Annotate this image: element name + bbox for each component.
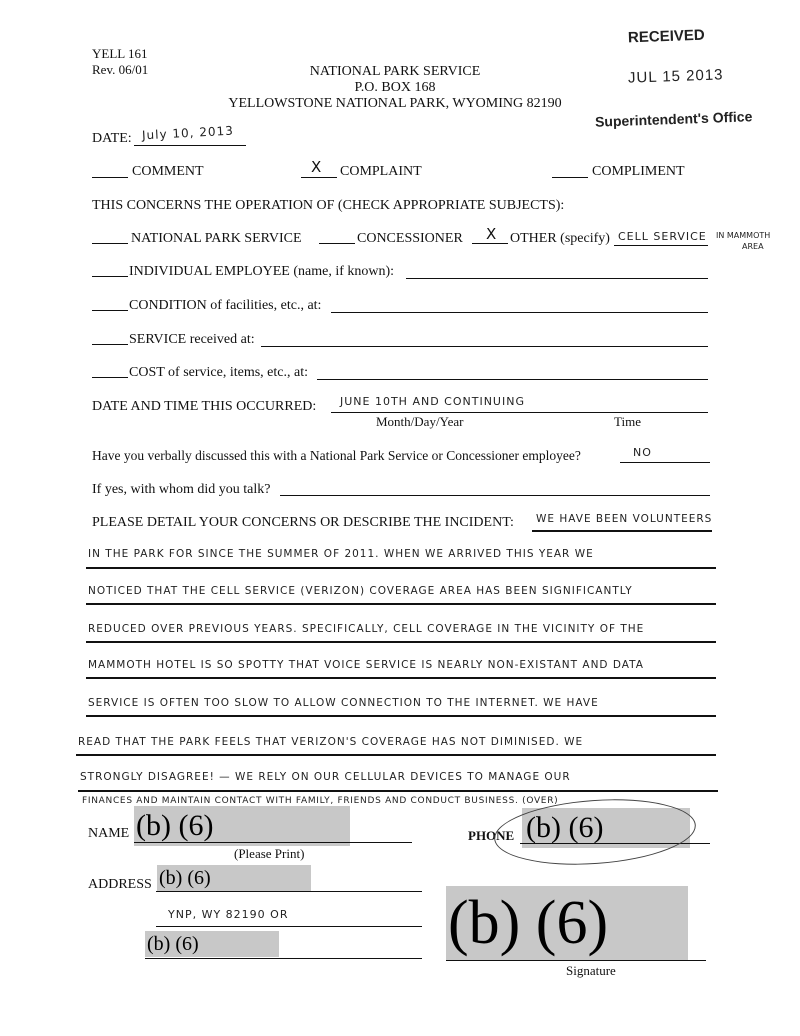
form-revision: Rev. 06/01	[92, 62, 149, 77]
employee-check-line[interactable]	[92, 276, 128, 277]
signature-field[interactable]	[446, 960, 706, 961]
address-field-3[interactable]	[145, 958, 422, 959]
received-stamp-office: Superintendent's Office	[594, 108, 753, 130]
received-stamp-title: RECEIVED	[627, 26, 705, 47]
compliment-check-line[interactable]	[552, 177, 588, 178]
whom-field[interactable]	[280, 495, 710, 496]
date-label: DATE:	[92, 131, 132, 146]
incident-rule-3	[86, 641, 716, 643]
incident-line-6: READ THAT THE PARK FEELS THAT VERIZON'S COVERAGE HAS NOT DIMINISED. WE	[78, 736, 584, 748]
incident-rule-0	[532, 530, 712, 532]
form-id: YELL 161	[92, 46, 148, 61]
employee-label: INDIVIDUAL EMPLOYEE (name, if known):	[129, 264, 395, 279]
name-field[interactable]	[134, 842, 412, 843]
signature-caption: Signature	[566, 963, 616, 978]
incident-rule-6	[76, 754, 716, 756]
month-day-year-caption: Month/Day/Year	[376, 414, 464, 429]
signature-redaction: (b) (6)	[446, 886, 688, 960]
discussed-underline	[620, 462, 710, 463]
agency-name: NATIONAL PARK SERVICE	[309, 64, 481, 79]
address-field-1[interactable]	[156, 891, 422, 892]
incident-rule-1	[86, 567, 716, 569]
cost-label: COST of service, items, etc., at:	[129, 365, 308, 380]
incident-rule-4	[86, 677, 716, 679]
complaint-check-line[interactable]	[301, 177, 337, 178]
other-note-1: IN MAMMOTH	[716, 231, 771, 240]
phone-label: PHONE	[468, 828, 515, 843]
date-underline	[134, 145, 246, 146]
nps-check-line[interactable]	[92, 243, 128, 244]
incident-rule-5	[86, 715, 716, 717]
employee-field[interactable]	[406, 278, 708, 279]
discussed-question: Have you verbally discussed this with a National Park Service or Concessioner employee?	[92, 448, 581, 463]
other-underline	[614, 245, 708, 246]
concessioner-check-line[interactable]	[319, 243, 355, 244]
incident-line-3: REDUCED OVER PREVIOUS YEARS. SPECIFICALLY, CELL COVERAGE IN THE VICINITY OF THE	[88, 623, 645, 635]
received-stamp-date: JUL 15 2013	[627, 66, 724, 87]
agency-address: YELLOWSTONE NATIONAL PARK, WYOMING 82190	[228, 96, 562, 111]
incident-rule-2	[86, 603, 716, 605]
other-value[interactable]: CELL SERVICE	[618, 230, 707, 243]
discussed-answer[interactable]: NO	[633, 446, 652, 459]
condition-label: CONDITION of facilities, etc., at:	[129, 298, 322, 313]
please-print-caption: (Please Print)	[234, 846, 305, 861]
incident-line-1: IN THE PARK FOR SINCE THE SUMMER OF 2011. WHEN WE ARRIVED THIS YEAR WE	[88, 548, 594, 560]
address-redaction: (b) (6)	[157, 865, 311, 891]
comment-check-line[interactable]	[92, 177, 128, 178]
incident-line-8: FINANCES AND MAINTAIN CONTACT WITH FAMILY, FRIENDS AND CONDUCT BUSINESS. (OVER)	[82, 796, 559, 806]
other-check-line[interactable]	[472, 243, 508, 244]
compliment-label: COMPLIMENT	[592, 164, 685, 179]
cost-field[interactable]	[317, 379, 708, 380]
phone-redaction: (b) (6)	[522, 808, 690, 848]
concessioner-label: CONCESSIONER	[357, 231, 463, 246]
address-line-3-redaction: (b) (6)	[145, 931, 279, 957]
whom-label: If yes, with whom did you talk?	[92, 482, 271, 497]
complaint-check-mark: X	[311, 158, 322, 176]
incident-rule-7	[78, 790, 718, 792]
name-label: NAME	[88, 826, 130, 841]
incident-line-7: STRONGLY DISAGREE! — WE RELY ON OUR CELLULAR DEVICES TO MANAGE OUR	[80, 771, 571, 783]
cost-check-line[interactable]	[92, 377, 128, 378]
condition-field[interactable]	[331, 312, 708, 313]
name-redaction: (b) (6)	[134, 806, 350, 846]
other-note-2: AREA	[742, 242, 764, 251]
complaint-label: COMPLAINT	[340, 164, 422, 179]
nps-label: NATIONAL PARK SERVICE	[131, 231, 302, 246]
concerns-heading: THIS CONCERNS THE OPERATION OF (CHECK APPROPRIATE SUBJECTS):	[92, 198, 565, 213]
service-field[interactable]	[261, 346, 708, 347]
incident-line-0: WE HAVE BEEN VOLUNTEERS	[536, 513, 713, 525]
address-label: ADDRESS	[88, 877, 152, 892]
occurred-value[interactable]: JUNE 10TH AND CONTINUING	[340, 395, 525, 408]
service-label: SERVICE received at:	[129, 332, 255, 347]
incident-line-5: SERVICE IS OFTEN TOO SLOW TO ALLOW CONNECTION TO THE INTERNET. WE HAVE	[88, 697, 599, 709]
agency-pobox: P.O. BOX 168	[354, 80, 436, 95]
date-value[interactable]: July 10, 2013	[141, 123, 235, 143]
service-check-line[interactable]	[92, 344, 128, 345]
condition-check-line[interactable]	[92, 310, 128, 311]
comment-label: COMMENT	[132, 164, 204, 179]
incident-line-4: MAMMOTH HOTEL IS SO SPOTTY THAT VOICE SERVICE IS NEARLY NON-EXISTANT AND DATA	[88, 659, 644, 671]
other-label: OTHER (specify)	[510, 231, 610, 246]
incident-label: PLEASE DETAIL YOUR CONCERNS OR DESCRIBE THE INCIDENT:	[92, 515, 514, 530]
occurred-underline	[331, 412, 708, 413]
time-caption: Time	[614, 414, 641, 429]
occurred-label: DATE AND TIME THIS OCCURRED:	[92, 399, 317, 414]
other-check-mark: X	[486, 225, 497, 243]
address-field-2[interactable]	[156, 926, 422, 927]
address-line-2[interactable]: YNP, WY 82190 OR	[168, 908, 289, 921]
incident-line-2: NOTICED THAT THE CELL SERVICE (VERIZON) COVERAGE AREA HAS BEEN SIGNIFICANTLY	[88, 585, 633, 597]
